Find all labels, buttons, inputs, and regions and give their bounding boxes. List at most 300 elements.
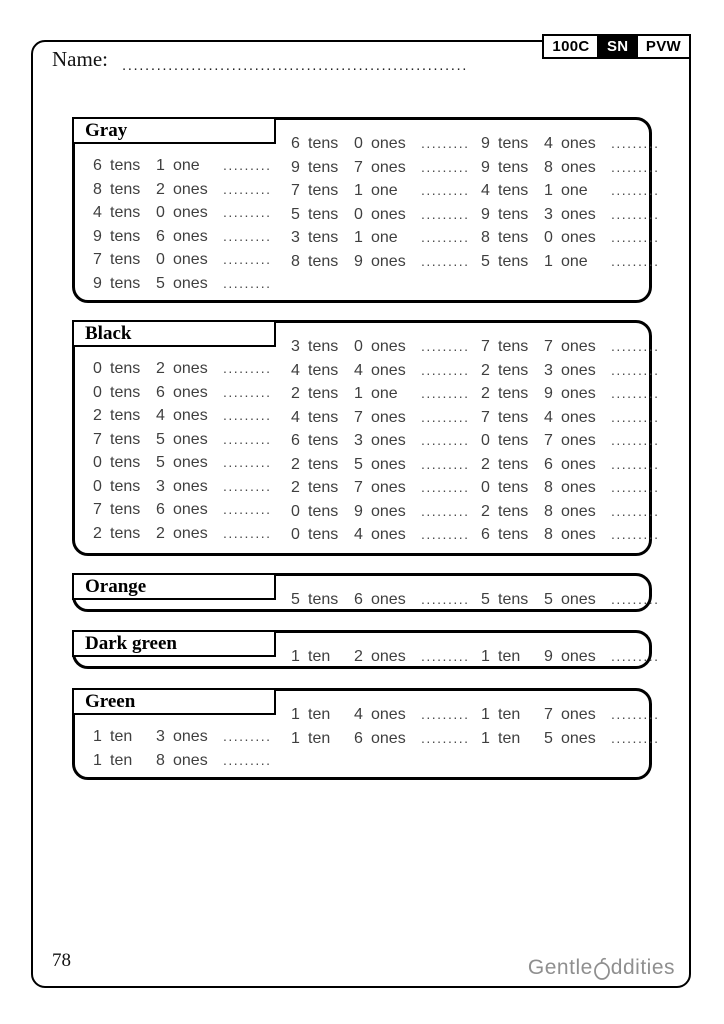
brand-text-ddities: ddities: [610, 955, 675, 979]
tens-word: tens: [110, 430, 141, 448]
answer-line: .........: [223, 383, 272, 400]
tens-word: ten: [110, 751, 133, 769]
answer-line: .........: [611, 648, 660, 664]
section-title-black: Black: [72, 320, 276, 347]
ones-digit: 4: [354, 361, 363, 379]
place-value-item: [291, 135, 470, 159]
place-value-item: [481, 409, 660, 433]
tens-digit: 4: [481, 182, 490, 199]
badge-row: [542, 34, 691, 59]
tens-digit: 0: [481, 432, 490, 449]
ones-digit: 8: [544, 502, 553, 520]
answer-line: .........: [223, 477, 272, 494]
answer-line: .........: [421, 455, 470, 472]
ones-digit: 8: [544, 526, 553, 543]
tens-word: ten: [110, 728, 133, 745]
tens-word: tens: [498, 408, 529, 426]
column-1: [93, 360, 272, 548]
tens-word: ten: [498, 729, 521, 747]
ones-word: ones: [561, 648, 596, 665]
place-value-item: [93, 407, 272, 431]
answer-line: .........: [421, 338, 470, 354]
ones-word: ones: [173, 728, 208, 745]
place-value-item: [481, 456, 660, 480]
answer-line: .........: [611, 385, 660, 401]
tens-word: tens: [110, 454, 141, 471]
tens-digit: 7: [93, 251, 102, 268]
place-value-item: [481, 730, 660, 754]
ones-word: ones: [371, 338, 406, 355]
answer-line: .........: [611, 135, 660, 151]
name-answer-line: ............................................................: [121, 57, 469, 74]
ones-word: ones: [371, 502, 406, 520]
name-row: [52, 47, 468, 72]
place-value-item: [481, 432, 660, 456]
place-value-item: [93, 251, 272, 275]
ones-digit: 8: [544, 479, 553, 496]
answer-line: .........: [223, 274, 272, 291]
ones-digit: 3: [156, 477, 165, 495]
tens-digit: 5: [291, 205, 300, 223]
place-value-item: [481, 526, 660, 550]
ones-digit: 0: [354, 135, 363, 152]
place-value-item: [93, 525, 272, 549]
answer-line: .........: [223, 157, 272, 173]
ones-digit: 9: [354, 252, 363, 270]
place-value-item: [481, 159, 660, 183]
answer-line: .........: [611, 455, 660, 472]
badge-sn: SN: [597, 34, 638, 59]
section-dark_green: [72, 630, 660, 669]
ones-digit: 0: [156, 251, 165, 268]
answer-line: .........: [421, 229, 470, 245]
tens-digit: 2: [481, 361, 490, 379]
badge-100c: 100C: [542, 34, 599, 59]
answer-line: .........: [223, 454, 272, 470]
answer-line: .........: [223, 227, 272, 244]
ones-digit: 1: [354, 229, 363, 246]
tens-digit: 2: [291, 455, 300, 473]
answer-line: .........: [611, 252, 660, 269]
place-value-item: [93, 728, 272, 752]
ones-digit: 7: [544, 432, 553, 449]
place-value-item: [93, 157, 272, 181]
answer-line: .........: [223, 751, 272, 768]
ones-word: ones: [371, 526, 406, 543]
ones-digit: 9: [354, 502, 363, 520]
answer-line: .........: [223, 728, 272, 744]
column-2: [291, 135, 470, 276]
tens-word: tens: [110, 383, 141, 401]
ones-word: ones: [561, 385, 596, 402]
place-value-item: [291, 362, 470, 386]
column-2: [291, 591, 470, 615]
ones-word: ones: [371, 648, 406, 665]
section-black: [72, 320, 660, 556]
place-value-item: [481, 253, 660, 277]
tens-digit: 5: [481, 252, 490, 270]
answer-line: .........: [611, 182, 660, 198]
tens-word: tens: [498, 526, 529, 543]
tens-digit: 9: [93, 274, 102, 292]
answer-line: .........: [421, 502, 470, 519]
answer-line: .........: [611, 526, 660, 542]
place-value-item: [481, 591, 660, 615]
ones-digit: 5: [544, 591, 553, 608]
ones-word: one: [561, 182, 588, 199]
section-gray: [72, 117, 660, 303]
tens-digit: 7: [481, 408, 490, 426]
tens-digit: 9: [481, 205, 490, 223]
tens-digit: 1: [93, 751, 102, 769]
tens-word: tens: [498, 385, 529, 402]
ones-digit: 7: [544, 706, 553, 723]
place-value-item: [93, 360, 272, 384]
tens-word: tens: [308, 135, 339, 152]
ones-digit: 6: [156, 501, 165, 518]
tens-word: tens: [498, 205, 529, 223]
place-value-item: [93, 384, 272, 408]
answer-line: .........: [421, 729, 470, 746]
column-2: [291, 338, 470, 550]
tens-digit: 1: [481, 729, 490, 747]
place-value-item: [481, 503, 660, 527]
tens-word: tens: [308, 591, 339, 608]
ones-word: ones: [561, 502, 596, 520]
ones-word: ones: [173, 360, 208, 377]
tens-digit: 0: [291, 502, 300, 520]
tens-digit: 4: [291, 408, 300, 426]
tens-digit: 1: [481, 648, 490, 665]
tens-digit: 2: [481, 455, 490, 473]
ones-word: one: [371, 385, 398, 402]
ones-word: ones: [371, 205, 406, 223]
tens-word: tens: [308, 432, 339, 449]
tens-word: tens: [110, 204, 141, 221]
answer-line: .........: [223, 360, 272, 376]
ones-word: ones: [173, 274, 208, 292]
section-orange: [72, 573, 660, 612]
ones-digit: 4: [156, 407, 165, 424]
tens-digit: 7: [93, 430, 102, 448]
place-value-item: [481, 338, 660, 362]
ones-word: ones: [371, 591, 406, 608]
column-2: [291, 648, 470, 672]
ones-digit: 6: [354, 591, 363, 608]
answer-line: .........: [421, 205, 470, 222]
section-title-dark_green: Dark green: [72, 630, 276, 657]
ones-digit: 8: [544, 158, 553, 176]
ones-digit: 8: [156, 751, 165, 769]
place-value-item: [93, 431, 272, 455]
tens-digit: 7: [481, 338, 490, 355]
tens-digit: 7: [291, 182, 300, 199]
ones-word: ones: [561, 229, 596, 246]
ones-word: ones: [561, 205, 596, 223]
brand-text-gentle: Gentle: [527, 955, 593, 979]
ones-word: one: [173, 157, 200, 174]
place-value-item: [93, 752, 272, 776]
ones-word: one: [561, 252, 588, 270]
ones-digit: 9: [544, 385, 553, 402]
ones-word: ones: [173, 524, 208, 542]
tens-word: tens: [498, 591, 529, 608]
answer-line: .........: [223, 407, 272, 423]
tens-digit: 0: [93, 360, 102, 377]
ones-digit: 7: [354, 408, 363, 426]
tens-digit: 5: [291, 591, 300, 608]
ones-word: ones: [173, 180, 208, 198]
badge-pvw: PVW: [636, 34, 691, 59]
column-3: [481, 648, 660, 672]
ones-digit: 4: [354, 526, 363, 543]
ones-word: ones: [173, 501, 208, 518]
ones-word: ones: [561, 338, 596, 355]
tens-word: tens: [308, 158, 339, 176]
tens-word: tens: [498, 502, 529, 520]
answer-line: .........: [611, 158, 660, 175]
tens-word: tens: [110, 274, 141, 292]
answer-line: .........: [611, 706, 660, 722]
place-value-item: [481, 648, 660, 672]
column-3: [481, 706, 660, 753]
ones-digit: 0: [544, 229, 553, 246]
place-value-item: [291, 648, 470, 672]
ones-word: ones: [173, 407, 208, 424]
ones-digit: 6: [354, 729, 363, 747]
answer-line: .........: [421, 252, 470, 269]
tens-word: tens: [110, 251, 141, 268]
place-value-item: [291, 409, 470, 433]
ones-word: ones: [173, 751, 208, 769]
tens-word: tens: [498, 158, 529, 176]
tens-digit: 0: [291, 526, 300, 543]
tens-word: ten: [498, 648, 521, 665]
tens-digit: 0: [93, 454, 102, 471]
place-value-item: [93, 275, 272, 299]
tens-digit: 6: [291, 135, 300, 152]
tens-digit: 9: [291, 158, 300, 176]
page-number: 78: [52, 950, 71, 971]
place-value-item: [291, 591, 470, 615]
place-value-item: [291, 253, 470, 277]
tens-word: tens: [308, 385, 339, 402]
tens-word: tens: [498, 229, 529, 246]
answer-line: .........: [611, 432, 660, 448]
ones-word: ones: [173, 227, 208, 245]
column-1: [93, 728, 272, 775]
ones-digit: 0: [156, 204, 165, 221]
tens-word: tens: [110, 524, 141, 542]
tens-word: tens: [498, 338, 529, 355]
answer-line: .........: [611, 205, 660, 222]
place-value-item: [291, 159, 470, 183]
place-value-item: [93, 204, 272, 228]
ones-word: ones: [561, 479, 596, 496]
section-title-green: Green: [72, 688, 276, 715]
tens-word: tens: [110, 180, 141, 198]
tens-digit: 9: [481, 158, 490, 176]
ones-word: ones: [371, 158, 406, 176]
ones-digit: 4: [544, 135, 553, 152]
ones-word: ones: [561, 158, 596, 176]
tens-word: tens: [110, 407, 141, 424]
ones-word: ones: [371, 729, 406, 747]
tens-word: tens: [110, 157, 141, 174]
tens-word: ten: [308, 648, 331, 665]
tens-digit: 1: [93, 728, 102, 745]
tens-digit: 4: [291, 361, 300, 379]
answer-line: .........: [421, 648, 470, 664]
ones-word: one: [371, 182, 398, 199]
place-value-item: [291, 182, 470, 206]
place-value-item: [481, 362, 660, 386]
tens-digit: 1: [291, 729, 300, 747]
section-title-orange: Orange: [72, 573, 276, 600]
answer-line: .........: [223, 180, 272, 197]
answer-line: .........: [421, 408, 470, 425]
place-value-item: [93, 454, 272, 478]
answer-line: .........: [421, 526, 470, 542]
ones-word: ones: [173, 477, 208, 495]
place-value-item: [291, 503, 470, 527]
tens-digit: 2: [481, 502, 490, 520]
ones-word: ones: [173, 430, 208, 448]
ones-digit: 7: [544, 338, 553, 355]
place-value-item: [291, 385, 470, 409]
place-value-item: [93, 478, 272, 502]
answer-line: .........: [611, 408, 660, 425]
ones-word: ones: [561, 135, 596, 152]
ones-digit: 2: [156, 360, 165, 377]
tens-word: tens: [308, 408, 339, 426]
ones-word: ones: [561, 591, 596, 608]
tens-word: tens: [110, 501, 141, 518]
ones-word: ones: [561, 361, 596, 379]
ones-word: ones: [371, 479, 406, 496]
ones-digit: 2: [354, 648, 363, 665]
ones-digit: 3: [354, 432, 363, 449]
tens-digit: 3: [291, 338, 300, 355]
ones-digit: 2: [156, 524, 165, 542]
tens-digit: 4: [93, 204, 102, 221]
ones-digit: 7: [354, 158, 363, 176]
ones-word: ones: [371, 455, 406, 473]
answer-line: .........: [223, 524, 272, 541]
ones-digit: 9: [544, 648, 553, 665]
tens-digit: 8: [481, 229, 490, 246]
ones-digit: 2: [156, 180, 165, 198]
answer-line: .........: [421, 182, 470, 198]
tens-word: ten: [308, 706, 331, 723]
ones-digit: 4: [544, 408, 553, 426]
ones-digit: 5: [544, 729, 553, 747]
ones-word: ones: [371, 706, 406, 723]
answer-line: .........: [611, 591, 660, 607]
answer-line: .........: [421, 706, 470, 722]
place-value-item: [93, 228, 272, 252]
answer-line: .........: [421, 432, 470, 448]
ones-digit: 5: [156, 454, 165, 471]
tens-word: tens: [498, 432, 529, 449]
tens-word: tens: [498, 361, 529, 379]
answer-line: .........: [611, 361, 660, 378]
tens-word: ten: [498, 706, 521, 723]
column-1: [93, 157, 272, 298]
place-value-item: [291, 338, 470, 362]
place-value-item: [481, 182, 660, 206]
ones-digit: 6: [156, 227, 165, 245]
answer-line: .........: [421, 158, 470, 175]
place-value-item: [481, 479, 660, 503]
place-value-item: [481, 206, 660, 230]
answer-line: .........: [611, 729, 660, 746]
ones-digit: 3: [544, 205, 553, 223]
place-value-item: [481, 135, 660, 159]
ones-digit: 3: [156, 728, 165, 745]
tens-word: ten: [308, 729, 331, 747]
answer-line: .........: [223, 501, 272, 517]
place-value-item: [291, 206, 470, 230]
tens-digit: 2: [93, 407, 102, 424]
tens-digit: 2: [291, 385, 300, 402]
tens-digit: 6: [93, 157, 102, 174]
tens-digit: 1: [291, 648, 300, 665]
tens-word: tens: [498, 182, 529, 199]
tens-digit: 1: [291, 706, 300, 723]
answer-line: .........: [611, 502, 660, 519]
ones-digit: 6: [544, 455, 553, 473]
tens-word: tens: [308, 502, 339, 520]
tens-digit: 0: [93, 477, 102, 495]
column-3: [481, 338, 660, 550]
ones-word: ones: [173, 383, 208, 401]
ones-digit: 5: [156, 430, 165, 448]
answer-line: .........: [223, 430, 272, 447]
answer-line: .........: [421, 361, 470, 378]
answer-line: .........: [421, 479, 470, 495]
place-value-item: [291, 479, 470, 503]
ones-digit: 0: [354, 205, 363, 223]
tens-word: tens: [498, 252, 529, 270]
tens-digit: 2: [481, 385, 490, 402]
answer-line: .........: [223, 251, 272, 267]
tens-digit: 1: [481, 706, 490, 723]
ones-word: ones: [561, 706, 596, 723]
ones-digit: 1: [354, 385, 363, 402]
ones-digit: 1: [156, 157, 165, 174]
ones-word: ones: [561, 408, 596, 426]
place-value-item: [291, 706, 470, 730]
tens-digit: 6: [291, 432, 300, 449]
tens-word: tens: [308, 252, 339, 270]
ones-digit: 1: [544, 182, 553, 199]
tens-word: tens: [308, 338, 339, 355]
place-value-item: [291, 456, 470, 480]
answer-line: .........: [223, 204, 272, 220]
tens-word: tens: [110, 477, 141, 495]
answer-line: .........: [611, 338, 660, 354]
place-value-item: [93, 501, 272, 525]
tens-word: tens: [110, 227, 141, 245]
tens-digit: 7: [93, 501, 102, 518]
tens-word: tens: [308, 361, 339, 379]
tens-word: tens: [498, 455, 529, 473]
egg-o-icon: [593, 956, 611, 981]
tens-word: tens: [498, 479, 529, 496]
tens-digit: 5: [481, 591, 490, 608]
ones-word: one: [371, 229, 398, 246]
